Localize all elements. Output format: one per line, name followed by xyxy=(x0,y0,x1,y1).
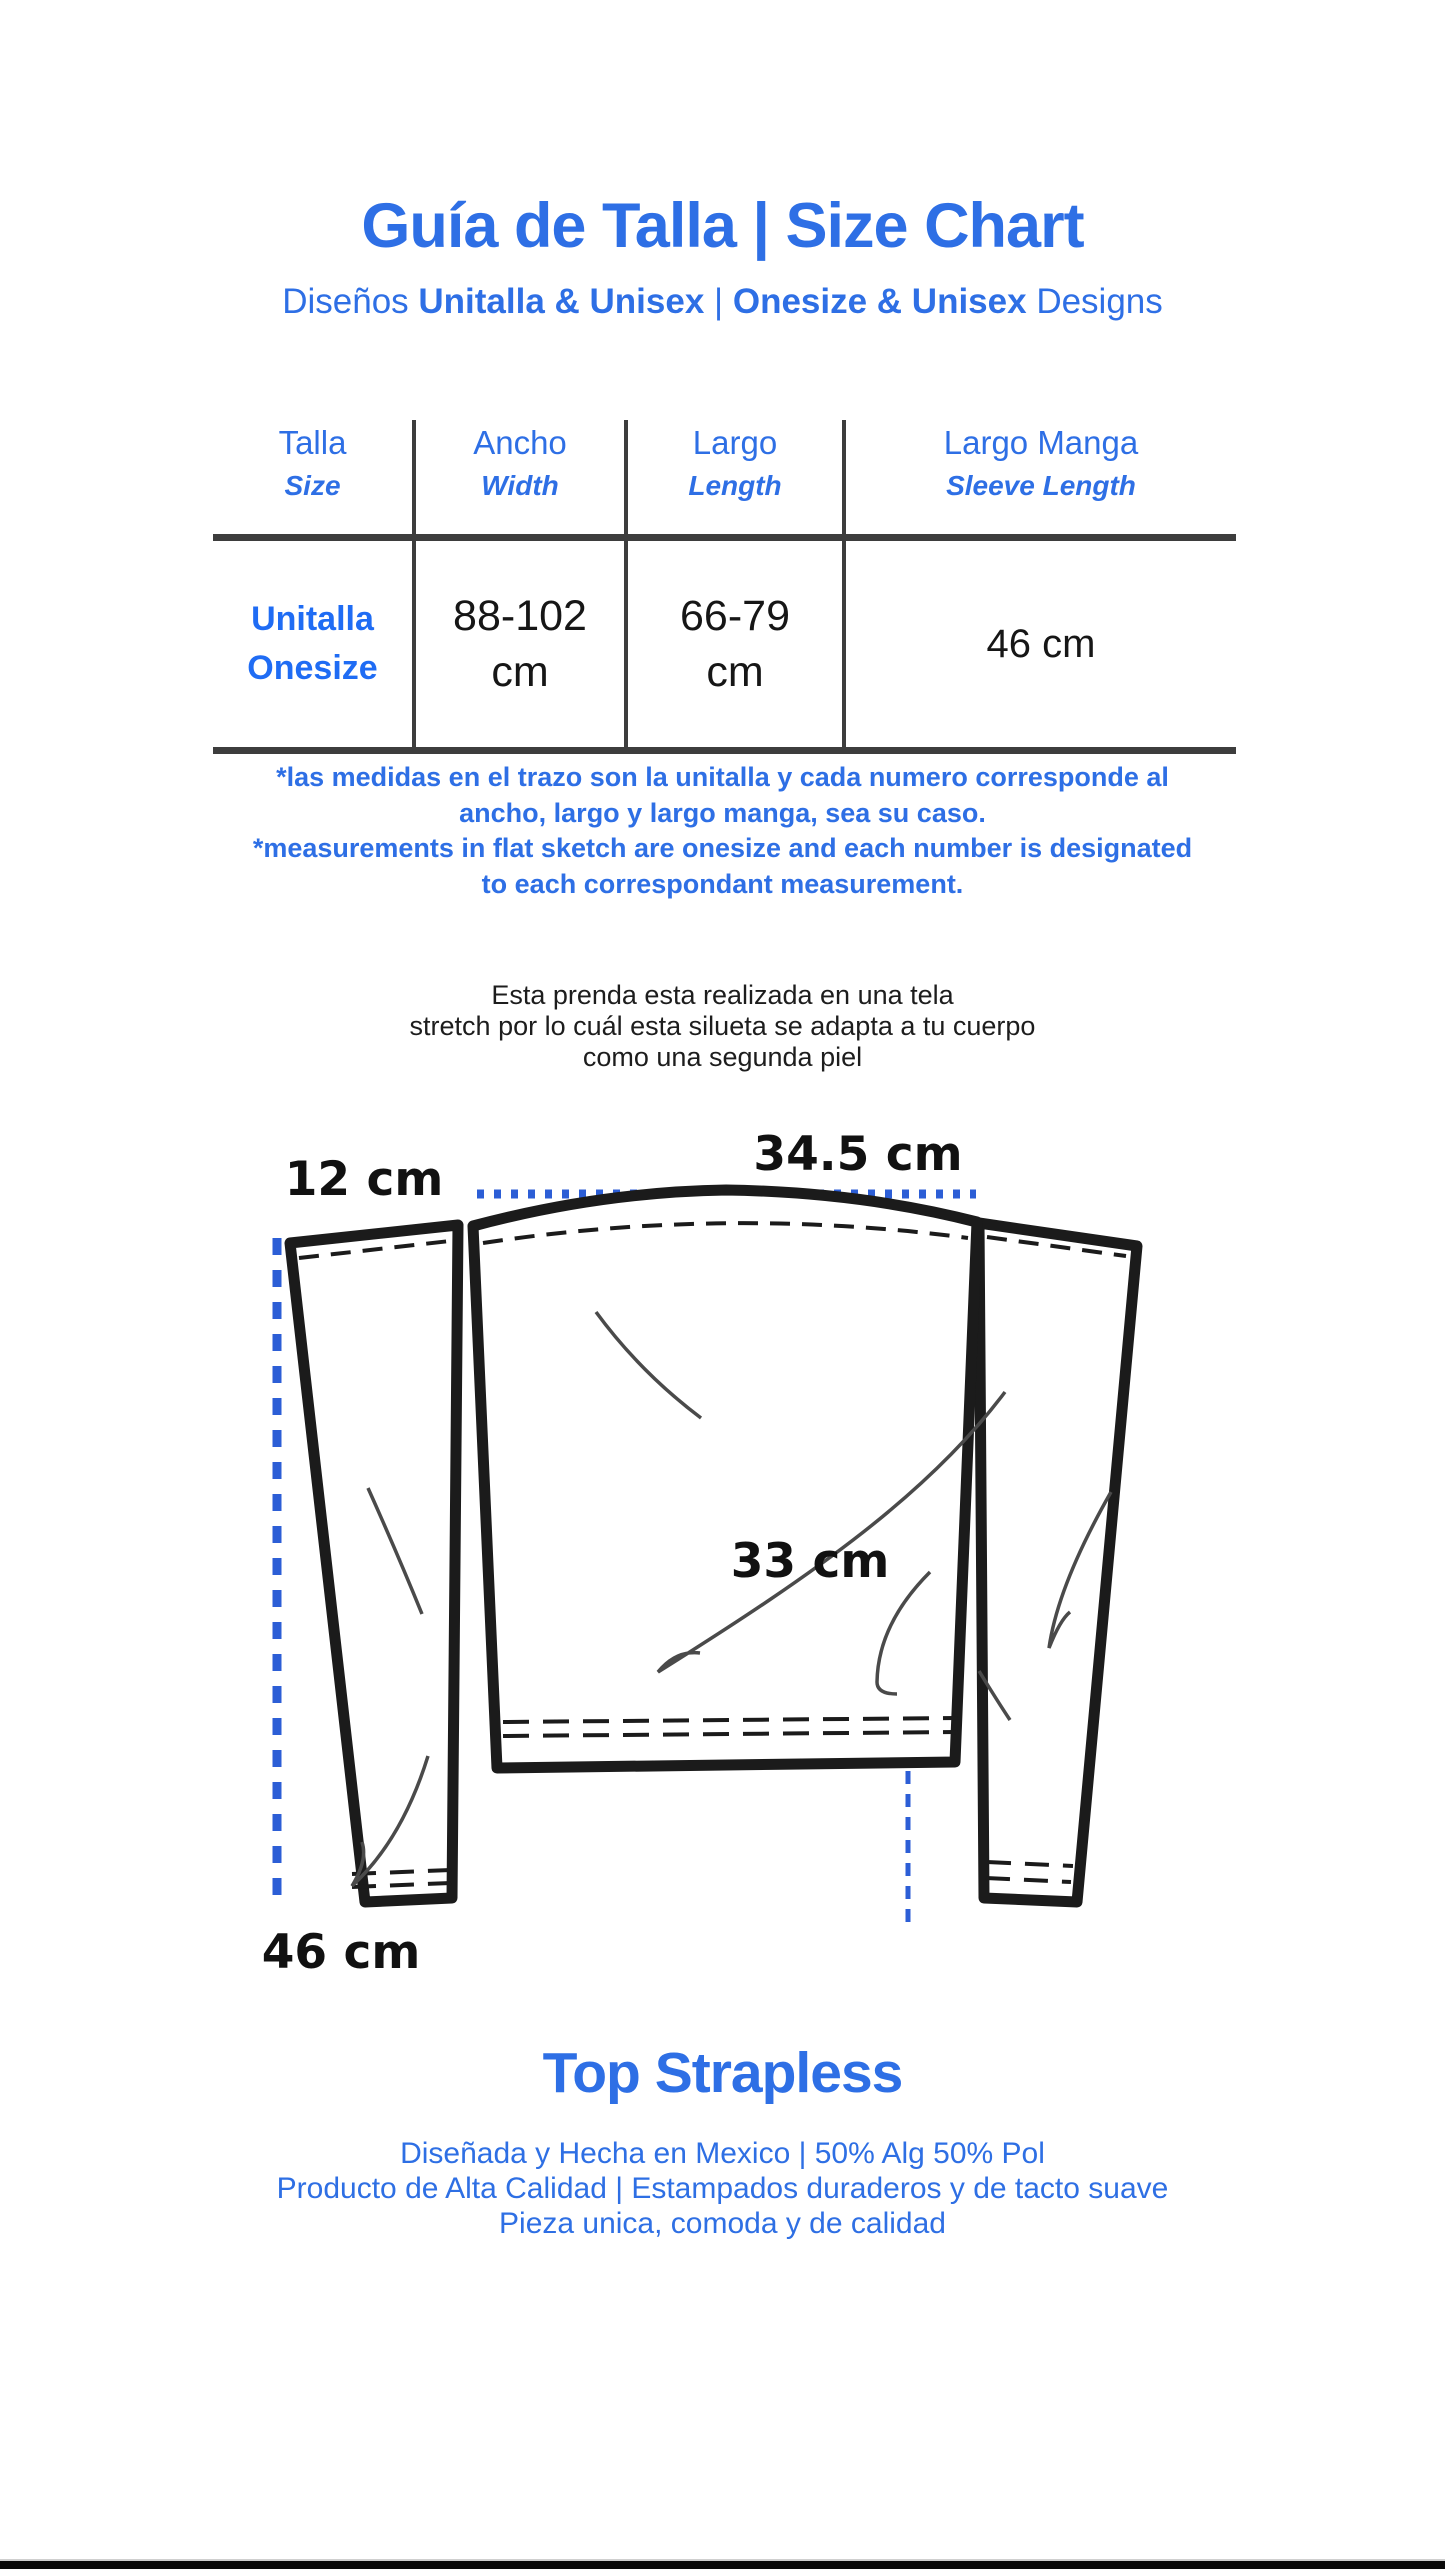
column-header-width-en: Width xyxy=(481,470,559,501)
page-subtitle xyxy=(0,282,1445,322)
footer-line: Pieza unica, comoda y de calidad xyxy=(499,2207,946,2240)
size-label-en: Onesize xyxy=(247,649,378,687)
column-header-width-es: Ancho xyxy=(473,424,567,461)
sleeve-length-label: 46 cm xyxy=(261,1925,421,1980)
column-header-sleeve xyxy=(846,420,1236,541)
footer-line: Diseñada y Hecha en Mexico | 50% Alg 50% Pol xyxy=(400,2137,1045,2170)
size-label-es: Unitalla xyxy=(251,600,374,638)
note-line: to each correspondant measurement. xyxy=(481,868,964,899)
size-table xyxy=(213,420,1236,754)
sleeve-value: 46 cm xyxy=(986,621,1096,666)
subtitle-divider: | xyxy=(704,282,733,321)
page-title: Guía de Talla | Size Chart xyxy=(361,191,1084,261)
column-header-length-en: Length xyxy=(688,470,782,501)
column-header-width xyxy=(416,420,628,541)
table-cell-length xyxy=(628,541,846,754)
column-header-sleeve-es: Largo Manga xyxy=(943,424,1139,461)
column-header-length-es: Largo xyxy=(692,424,778,461)
note-line: *measurements in flat sketch are onesize and each number is designated xyxy=(252,833,1193,863)
note-line: ancho, largo y largo manga, sea su caso. xyxy=(459,797,986,828)
table-row-size-label xyxy=(213,541,416,754)
measurement-notes xyxy=(0,760,1445,902)
fabric-note-line: Esta prenda esta realizada en una tela xyxy=(491,980,954,1010)
right-sleeve xyxy=(979,1223,1137,1902)
column-header-size-es: Talla xyxy=(278,424,347,461)
column-header-size xyxy=(213,420,416,541)
length-value: 66-79 xyxy=(680,592,790,640)
column-header-sleeve-en: Sleeve Length xyxy=(946,470,1136,501)
subtitle-plain-end: Designs xyxy=(1026,282,1163,321)
bottom-edge-bar xyxy=(0,2561,1445,2569)
fabric-note xyxy=(0,980,1445,1073)
flat-sketch-diagram xyxy=(0,1080,1445,2020)
length-unit: cm xyxy=(706,648,764,696)
width-unit: cm xyxy=(491,648,549,696)
product-footer xyxy=(0,2136,1445,2241)
chest-width-label: 34.5 cm xyxy=(753,1127,963,1182)
fabric-note-line: stretch por lo cuál esta silueta se adapta a tu cuerpo xyxy=(409,1011,1036,1041)
column-header-size-en: Size xyxy=(284,470,341,501)
note-line: *las medidas en el trazo son la unitalla y cada numero corresponde al xyxy=(276,762,1169,792)
body-piece xyxy=(473,1190,1005,1768)
width-value: 88-102 xyxy=(453,592,587,640)
subtitle-plain: Diseños xyxy=(282,282,419,321)
left-sleeve xyxy=(290,1225,458,1902)
product-title: Top Strapless xyxy=(542,2041,903,2105)
column-header-length xyxy=(628,420,846,541)
table-cell-sleeve xyxy=(846,541,1236,754)
subtitle-bold-en: Onesize & Unisex xyxy=(732,282,1027,321)
sleeve-hem-width-label: 12 cm xyxy=(284,1152,444,1207)
subtitle-bold-es: Unitalla & Unisex xyxy=(418,282,705,321)
fabric-note-line: como una segunda piel xyxy=(582,1042,863,1072)
body-length-label: 33 cm xyxy=(730,1534,890,1589)
footer-line: Producto de Alta Calidad | Estampados duraderos y de tacto suave xyxy=(276,2172,1169,2205)
table-cell-width xyxy=(416,541,628,754)
